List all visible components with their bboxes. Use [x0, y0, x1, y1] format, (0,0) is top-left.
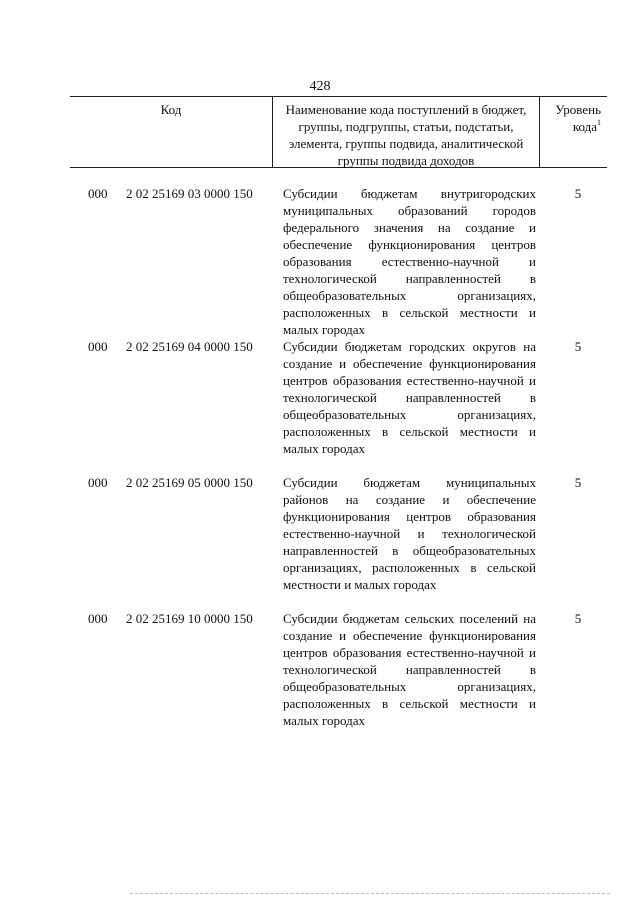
header-level: [540, 97, 607, 167]
row-description: Субсидии бюджетам внутригородских муниципальных образований городов федерального значения на создание и обеспечение функционирования центров образования естественно-научной и технологической направленностей в общеобразовательных организациях, расположенных в сельской местности и малых городах: [283, 186, 536, 337]
row-level: 5: [574, 339, 582, 354]
row-admin-code: 000: [88, 186, 108, 201]
row-admin-code: 000: [88, 611, 108, 626]
header-code: Код: [70, 97, 273, 167]
row-code: 2 02 25169 05 0000 150: [126, 475, 253, 490]
row-description: Субсидии бюджетам городских округов на создание и обеспечение функционирования центров образования естественно-научной и технологической направленностей в общеобразовательных организациях, расположенных в сельской местности и малых городах: [283, 339, 536, 456]
table-row: [88, 338, 608, 474]
page-number: 428: [309, 79, 331, 94]
table-row: [88, 474, 608, 610]
page-edge-divider: [130, 893, 610, 894]
row-description: Субсидии бюджетам муниципальных районов на создание и обеспечение функционирования центров образования естественно-научной и технологической направленностей в общеобразовательных организациях, расположенных в сельской местности и малых городах: [283, 475, 536, 592]
table-row: [88, 185, 608, 338]
row-code: 2 02 25169 04 0000 150: [126, 339, 253, 354]
table-body: [88, 185, 608, 746]
row-admin-code: 000: [88, 339, 108, 354]
header-name: Наименование кода поступлений в бюджет, группы, подгруппы, статьи, подстатьи, элемента, группы подвида, аналитической группы подвида доходов: [273, 97, 540, 167]
row-code: 2 02 25169 10 0000 150: [126, 611, 253, 626]
row-level: 5: [574, 611, 582, 626]
header-level-label: Уровень кода: [555, 102, 601, 134]
header-level-footnote: 1: [597, 118, 601, 127]
row-admin-code: 000: [88, 475, 108, 490]
table-header: [70, 96, 607, 168]
row-level: 5: [574, 186, 582, 201]
row-code: 2 02 25169 03 0000 150: [126, 186, 253, 201]
row-level: 5: [574, 475, 582, 490]
row-description: Субсидии бюджетам сельских поселений на создание и обеспечение функционирования центров образования естественно-научной и технологической направленностей в общеобразовательных организациях, расположенных в сельской местности и малых городах: [283, 611, 536, 728]
table-row: [88, 610, 608, 746]
